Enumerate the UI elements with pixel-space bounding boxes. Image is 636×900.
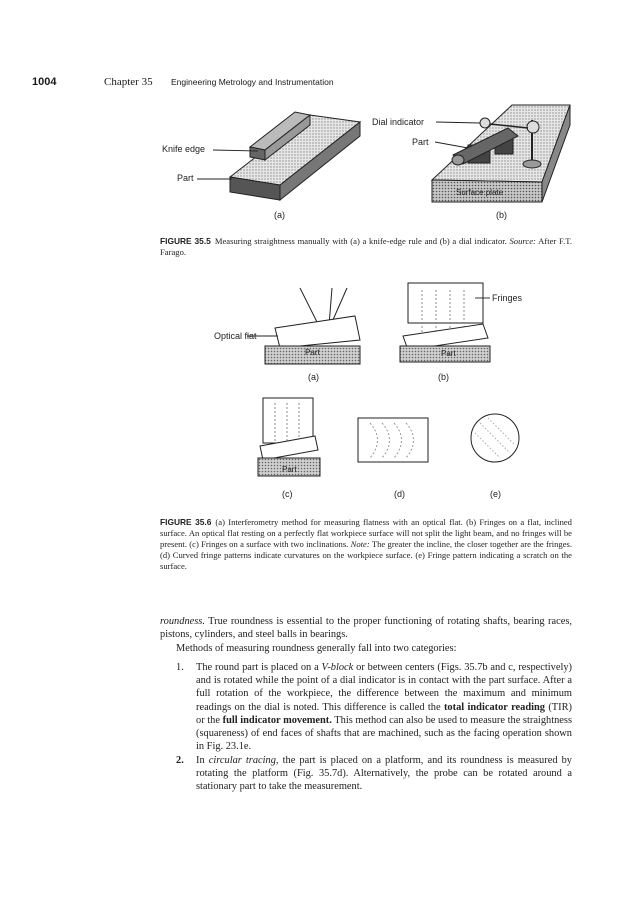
chapter-number: Chapter 35 xyxy=(104,76,153,88)
label-dial-indicator: Dial indicator xyxy=(372,117,425,127)
label-part-6a: Part xyxy=(305,348,320,357)
fig-35-6a xyxy=(247,288,360,364)
item1-bold1: total indicator reading xyxy=(443,701,545,713)
fig-35-6e xyxy=(471,414,519,462)
fig-35-6-sub-b: (b) xyxy=(438,372,449,382)
caption-note: The greater the incline, the closer together are the fringes. (d) Curved fringe patterns indicate curvatures on the workpiece surface. (e) Fringe pattern indicating a scratch on the surface. xyxy=(160,539,573,571)
caption-label: FIGURE 35.5 xyxy=(160,236,211,246)
label-surface-plate: Surface plate xyxy=(456,188,504,197)
page-number: 1004 xyxy=(32,76,57,88)
item1-text xyxy=(196,661,572,753)
knife-edge-setup xyxy=(197,112,360,200)
item2-a: In xyxy=(196,755,205,766)
item2-term: circular tracing, xyxy=(208,755,279,766)
figure-35-5-drawing xyxy=(150,100,580,215)
item1-bold2: full indicator movement. xyxy=(222,714,332,726)
item1-d: This method can also be used to measure the straightness (squareness) of end faces of shafts that are machined, such as the facing operation shown in Fig. 23.1e. xyxy=(196,714,572,753)
fig-35-6-sub-c: (c) xyxy=(282,489,293,499)
figure-35-6-caption xyxy=(160,517,572,572)
caption-label: FIGURE 35.6 xyxy=(160,517,212,527)
item1-term: V-block xyxy=(321,662,354,673)
label-knife-edge: Knife edge xyxy=(162,144,206,154)
para1-text: True roundness is essential to the proper functioning of rotating shafts, bearing races, pistons, cylinders, and steel balls in bearings. xyxy=(160,616,572,641)
label-part-6c: Part xyxy=(282,465,297,474)
caption-source: After F.T. Farago. xyxy=(160,236,572,257)
figure-35-5-caption xyxy=(160,236,572,258)
item1-number: 1. xyxy=(176,662,184,673)
paragraph-roundness xyxy=(160,615,572,641)
caption-source-label: Source: xyxy=(509,236,536,246)
fig-35-6-sub-a: (a) xyxy=(308,372,319,382)
paragraph-methods: Methods of measuring roundness generally fall into two categories: xyxy=(176,643,457,654)
label-part-6b: Part xyxy=(441,349,456,358)
term-roundness: roundness. xyxy=(160,616,205,627)
caption-note-label: Note: xyxy=(350,539,370,549)
fig-35-5-sub-a: (a) xyxy=(274,210,285,220)
figure-35-6-drawing xyxy=(150,278,580,488)
item1-a: The round part is placed on a xyxy=(196,662,319,673)
item2-number: 2. xyxy=(176,755,184,766)
caption-text: (a) Interferometry method for measuring flatness with an optical flat. (b) Fringes on a flat, inclined surface. An optical flat resting on a perfectly flat workpiece surface will not split the light beam, and no fringes will be present. (c) Fringes on a surface with two inclinations. xyxy=(160,517,572,549)
fig-35-6-sub-d: (d) xyxy=(394,489,405,499)
label-optical-flat: Optical flat xyxy=(214,331,257,341)
item2-text xyxy=(196,754,572,794)
label-fringes: Fringes xyxy=(492,293,523,303)
item2-b: the part is placed on a platform, and its roundness is measured by rotating the platform (Fig. 35.7d). Alternatively, the probe can be rotated around a stationary part to take the measurement. xyxy=(196,755,572,793)
item1-b: or between centers (Figs. 35.7b and c, respectively) and is rotated while the point of a dial indicator is in contact with the part surface. After a full rotation of the workpiece, the difference between the maximum and minimum readings on the dial is noted. This difference is called the xyxy=(196,662,572,713)
fig-35-6-sub-e: (e) xyxy=(490,489,501,499)
item1-c: (TIR) or the xyxy=(196,701,572,726)
fig-35-6d xyxy=(358,418,428,462)
caption-text: Measuring straightness manually with (a) a knife-edge rule and (b) a dial indicator. xyxy=(214,236,507,246)
label-part-b: Part xyxy=(412,137,429,147)
chapter-title: Engineering Metrology and Instrumentation xyxy=(171,77,334,87)
label-part-a: Part xyxy=(177,173,194,183)
fig-35-5-sub-b: (b) xyxy=(496,210,507,220)
